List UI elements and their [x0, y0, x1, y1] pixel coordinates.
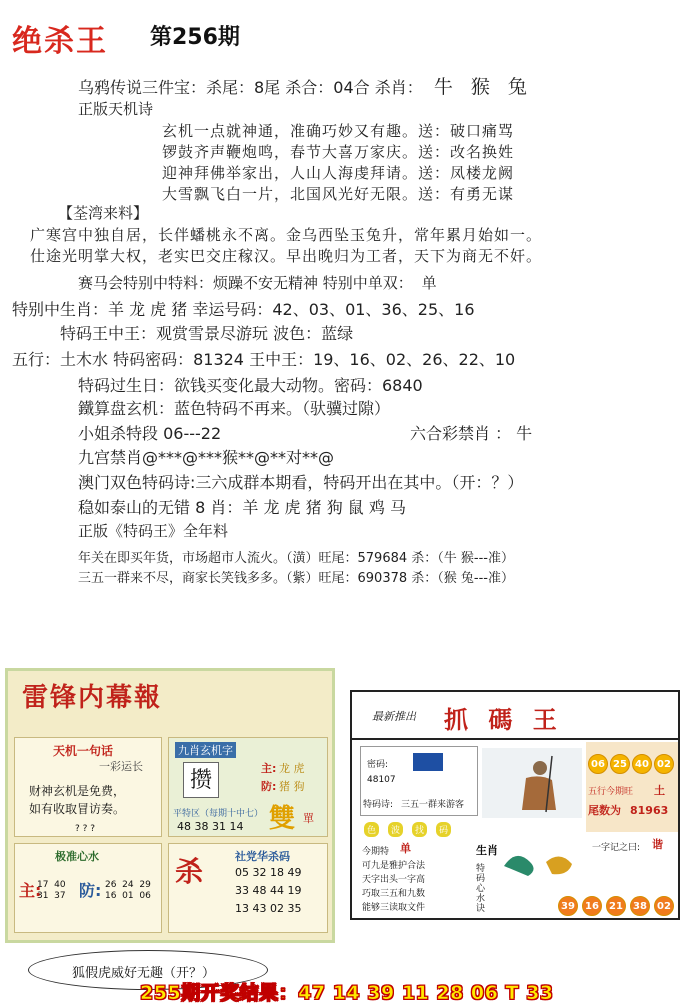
ball-bottom-2: 16 [582, 896, 602, 916]
line-tiesuan: 鐵算盘玄机：蓝色特码不再来。（驮骥过隙） [78, 399, 391, 418]
new-push-label: 最新推出 [372, 710, 416, 723]
shengxiao-label: 生肖 [476, 844, 498, 857]
ball-bottom-1: 39 [558, 896, 578, 916]
text-line-2: 天字出头一字高 [362, 875, 426, 885]
poem-line-2: 锣鼓齐声鞭炮鸣，春节大喜万家庆。送：改名换姓 [162, 143, 515, 161]
ball-top-4: 02 [654, 754, 674, 774]
zhuamawang-header [352, 692, 678, 740]
fang-label: 防: [261, 780, 277, 793]
color-tag-1: 色 [364, 822, 379, 837]
result-banner: 255期开奖结果：47 14 39 11 28 06 T 33 [140, 982, 554, 1004]
line-wuya: 乌鸦传说三件宝：杀尾：8尾 杀合：04合 杀肖： 牛 猴 兔 [78, 76, 533, 98]
line-nian-2: 三五一群来不尽，商家长笑钱多多。（紫）旺尾：690378 杀：（猴 兔---准） [78, 571, 514, 586]
line-nian-1: 年关在即买年货，市场超市人流火。（潢）旺尾：579684 杀：（牛 猴---准） [78, 551, 514, 566]
text-line-3: 巧取三五和九数 [362, 889, 426, 899]
zhu2-nums: 17 40 31 37 [37, 880, 66, 901]
zhu-label: 主: [261, 762, 277, 775]
wuhang-label: 五行今期旺 [588, 787, 634, 797]
ball-top-3: 40 [632, 754, 652, 774]
pingte-label: 平特区（每期十中七） [173, 809, 264, 819]
section-quanwan: 【荃湾来料】 [58, 204, 149, 222]
ball-bottom-4: 38 [630, 896, 650, 916]
line-liuhe: 六合彩禁肖 ： 牛 [410, 424, 533, 443]
cloud-text: 狐假虎威好无趣（开？） [72, 966, 216, 981]
line-aomen: 澳门双色特码诗:三六成群本期看，特码开出在其中。（开：？） [78, 473, 524, 492]
line-xiaojie: 小姐杀特段 06---22 [78, 424, 222, 443]
tianji-sub: 一彩运长 [99, 760, 143, 773]
zhuanzi-char: 攒 [183, 762, 219, 798]
logo-icon [413, 753, 443, 771]
text-line-1: 可九是雅护合法 [362, 861, 426, 871]
logo-title: 绝杀王 [12, 24, 108, 59]
leifeng-title: 雷锋内幕報 [22, 683, 163, 713]
today-label: 今期特 [362, 847, 390, 857]
poem-line-1: 玄机一点就神通，准确巧妙又有趣。送：破口痛骂 [162, 122, 515, 140]
shedang-box [168, 843, 328, 933]
code-label: 密码: [367, 760, 389, 770]
issue-number: 第256期 [150, 25, 240, 50]
line-wuxing: 五行：土木水 特码密码：81324 王中王：19、16、02、26、22、10 [12, 350, 516, 369]
line-saima: 赛马会特别中特料：烦躁不安无精神 特别中单双： 单 [78, 274, 437, 292]
tepoem: 三五一群来游客 [401, 800, 465, 810]
tianji-text-2: 如有收取冒访奏。 [29, 802, 126, 816]
tianji-box [14, 737, 162, 837]
verse-line-1: 广寒宫中独自居，长伴蟠桃永不离。金乌西坠玉兔升，常年累月始如一。 [30, 226, 543, 244]
zhu-vals: 龙 虎 [279, 762, 305, 775]
weishu-val: 81963 [630, 804, 669, 817]
tianji-title: 正版天机诗 [78, 100, 154, 118]
figure-image [482, 748, 582, 818]
yiju-label: 一字记之曰: [592, 843, 641, 853]
today-val: 单 [400, 842, 411, 855]
zhuanzi-box [168, 737, 328, 837]
line-wencuo: 稳如泰山的无错 8 肖：羊 龙 虎 猪 狗 鼠 鸡 马 [78, 498, 406, 517]
weishu-label: 尾数为 [588, 804, 621, 817]
shedang-title: 社党华杀码 [235, 850, 290, 863]
shuang-char: 雙 [269, 804, 296, 834]
zhuamawang-title: 抓 碼 王 [444, 705, 563, 734]
color-tag-3: 找 [412, 822, 427, 837]
color-tag-4: 码 [436, 822, 451, 837]
color-tag-2: 波 [388, 822, 403, 837]
zhuamawang-panel [350, 690, 680, 920]
code-box [360, 746, 478, 816]
dragon-tiger-image [498, 842, 578, 882]
shuang-tag: 單 [303, 812, 314, 825]
poem-line-4: 大雪飘飞白一片，北国风光好无限。送：有勇无谋 [162, 185, 515, 203]
jizhong-title: 极准心水 [55, 850, 99, 863]
shedang-row-3: 13 43 02 35 [235, 902, 302, 915]
fang2-nums: 26 24 29 16 01 06 [105, 880, 151, 901]
line-wuya-zodiac: 牛 猴 兔 [433, 76, 533, 98]
dragon-tiger-icon [498, 842, 578, 882]
jizhong-box [14, 843, 162, 933]
line-quannian: 正版《特码王》全年料 [78, 522, 229, 540]
poem-line-3: 迎神拜佛举家出，人山人海虔拜请。送：凤楼龙阙 [162, 164, 515, 182]
zhu2-label: 主: [19, 881, 42, 900]
text-line-4: 能够三读取文件 [362, 903, 426, 913]
monk-figure-icon [482, 748, 582, 818]
tepoem-label: 特码诗: [363, 800, 394, 810]
fang-vals: 猪 狗 [279, 780, 305, 793]
line-shengxiao: 特别中生肖：羊 龙 虎 猪 幸运号码：42、03、01、36、25、16 [12, 300, 475, 319]
pingte-nums: 48 38 31 14 [177, 820, 244, 833]
line-tmw: 特码王中王：观赏雪景尽游玩 波色：蓝绿 [60, 324, 354, 343]
fang2-label: 防: [79, 881, 102, 900]
verse-line-2: 仕途光明掌大权，老实巴交庄稼汉。早出晚归为工者，天下为商无不奸。 [30, 247, 543, 265]
zhuanzi-title: 九肖玄机字 [175, 742, 236, 758]
texiao-label: 特码心水诀 [476, 864, 486, 914]
tianji-dots: ? ? ? [75, 824, 96, 834]
yiju-val: 谐 [652, 838, 663, 851]
shedang-row-2: 33 48 44 19 [235, 884, 302, 897]
code-val: 48107 [367, 775, 396, 785]
ball-top-1: 06 [588, 754, 608, 774]
tianji-text-1: 财神玄机是免费， [29, 784, 126, 798]
line-jiugong: 九宫禁肖@***@***猴**@**对**@ [78, 448, 335, 467]
ball-bottom-5: 02 [654, 896, 674, 916]
ball-top-2: 25 [610, 754, 630, 774]
line-guoshengri: 特码过生日：欲钱买变化最大动物。密码：6840 [78, 376, 423, 395]
wuhang-val: 土 [654, 784, 665, 797]
sha-char: 杀 [175, 855, 204, 888]
tianji-heading: 天机一句话 [53, 744, 114, 758]
leifeng-panel [5, 668, 335, 943]
ball-bottom-3: 21 [606, 896, 626, 916]
shedang-row-1: 05 32 18 49 [235, 866, 302, 879]
